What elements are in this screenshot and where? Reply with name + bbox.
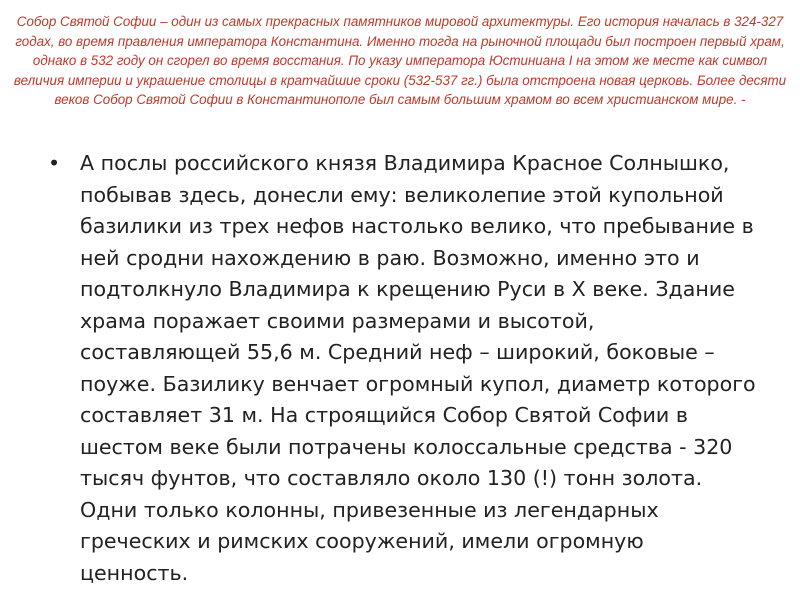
list-item [48,148,758,589]
bullet-list [48,148,758,589]
bullet-text: А послы российского князя Владимира Красное Солнышко, побывав здесь, донесли ему: великолепие этой купольной базилики из трех нефов настолько велико, что пребывание в ней сродни нахождению в раю. Возможно, именно это и подтолкнуло Владимира к крещению Руси в X веке. Здание храма поражает своими размерами и высотой, составляющей 55,6 м. Средний неф – широкий, боковые – поуже. Базилику венчает огромный купол, диаметр которого составляет 31 м. На строящийся Собор Святой Софии в шестом веке были потрачены колоссальные средства - 320 тысяч фунтов, что составляло около 130 (!) тонн золота. Одни только колонны, привезенные из легендарных греческих и римских сооружений, имели огромную ценность. [80,151,756,585]
intro-paragraph: Собор Святой Софии – один из самых прекрасных памятников мировой архитектуры. Его история началась в 324-327 годах, во время правления императора Константина. Именно тогда на рыночной площади был построен первый храм, однако в 532 году он сгорел во время восстания. По указу императора Юстиниана I на этом же месте как символ величия империи и украшение столицы в кратчайшие сроки (532-537 гг.) была отстроена новая церковь. Более десяти веков Собор Святой Софии в Константинополе был самым большим храмом во всем христианском мире. - [13,14,787,107]
bullet-icon: • [48,151,61,175]
